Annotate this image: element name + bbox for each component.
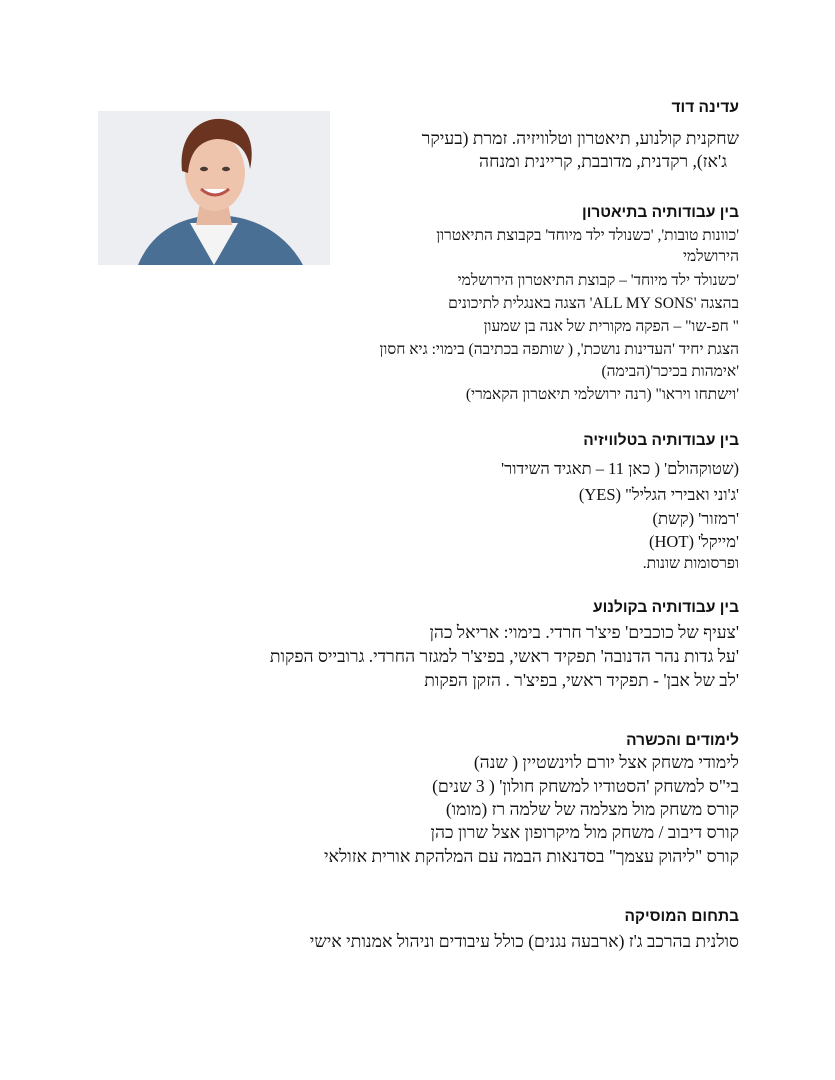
tv-heading: בין עבודותיה בטלוויזיה [583,432,739,449]
theater-line: בהצגה 'ALL MY SONS' הצגה באנגלית לתיכונים [448,295,739,312]
studies-line: קורס "ליהוק עצמך" בסדנאות הבמה עם המלהקת אורית אזולאי [323,846,739,866]
film-line: 'על גדות נהר הדנובה' תפקיד ראשי, בפיצ'ר למגזר החרדי. גרובייס הפקות [269,646,739,666]
intro-line: שחקנית קולנוע, תיאטרון וטלוויזיה. זמרת (בעיקר [421,128,739,148]
studies-line: קורס דיבוב / משחק מול מיקרופון אצל שרון כהן [430,822,739,842]
person-name: עדינה דוד [671,99,739,116]
film-heading: בין עבודותיה בקולנוע [593,599,739,616]
theater-line: 'כשנולד ילד מיוחד' – קבוצת התיאטרון הירושלמי [457,272,739,289]
tv-line: ופרסומות שונות. [642,555,739,572]
theater-line: " חפ-שו" – הפקה מקורית של אנה בן שמעון [483,318,739,335]
intro-line: ג'אז), רקדנית, מדובבת, קריינית ומנחה [479,151,727,171]
studies-line: לימודי משחק אצל יורם לוינשטיין ( שנה) [473,752,739,772]
music-heading: בתחום המוסיקה [624,908,739,925]
tv-line: (שטוקהולם' ( כאן 11 – תאגיד השידור' [501,459,739,478]
film-line: 'לב של אבן' - תפקיד ראשי, בפיצ'ר . הזקן הפקות [424,670,739,690]
portrait-photo [98,111,330,265]
tv-line: 'רמזור' (קשת) [652,509,739,528]
theater-line: הצגת יחיד 'העדינות נושכת', ( שותפה בכתיבה) בימוי: גיא חסון [379,341,739,358]
studies-line: קורס משחק מול מצלמה של שלמה רז (מומו) [445,799,739,819]
theater-line: 'כוונות טובות', 'כשנולד ילד מיוחד' בקבוצת התיאטרון [436,227,739,244]
tv-line: 'מייקל' (HOT) [649,532,739,551]
theater-line: הירושלמי [682,248,739,265]
theater-line: 'וישתחו ויראו" (רנה ירושלמי תיאטרון הקאמרי) [465,386,739,403]
studies-line: בי"ס למשחק 'הסטודיו למשחק חולון' ( 3 שנים) [432,776,739,796]
tv-line: 'ג'וני ואבירי הגליל" (YES) [578,485,739,504]
film-line: 'צעיף של כוכבים' פיצ'ר חרדי. בימוי: אריאל כהן [429,622,739,642]
studies-heading: לימודים והכשרה [626,732,739,749]
theater-line: 'אימהות בכיכר'(הבימה) [601,363,739,380]
music-line: סולנית בהרכב ג'ז (ארבעה נגנים) כולל עיבודים וניהול אמנותי אישי [309,931,739,951]
theater-heading: בין עבודותיה בתיאטרון [582,204,739,221]
